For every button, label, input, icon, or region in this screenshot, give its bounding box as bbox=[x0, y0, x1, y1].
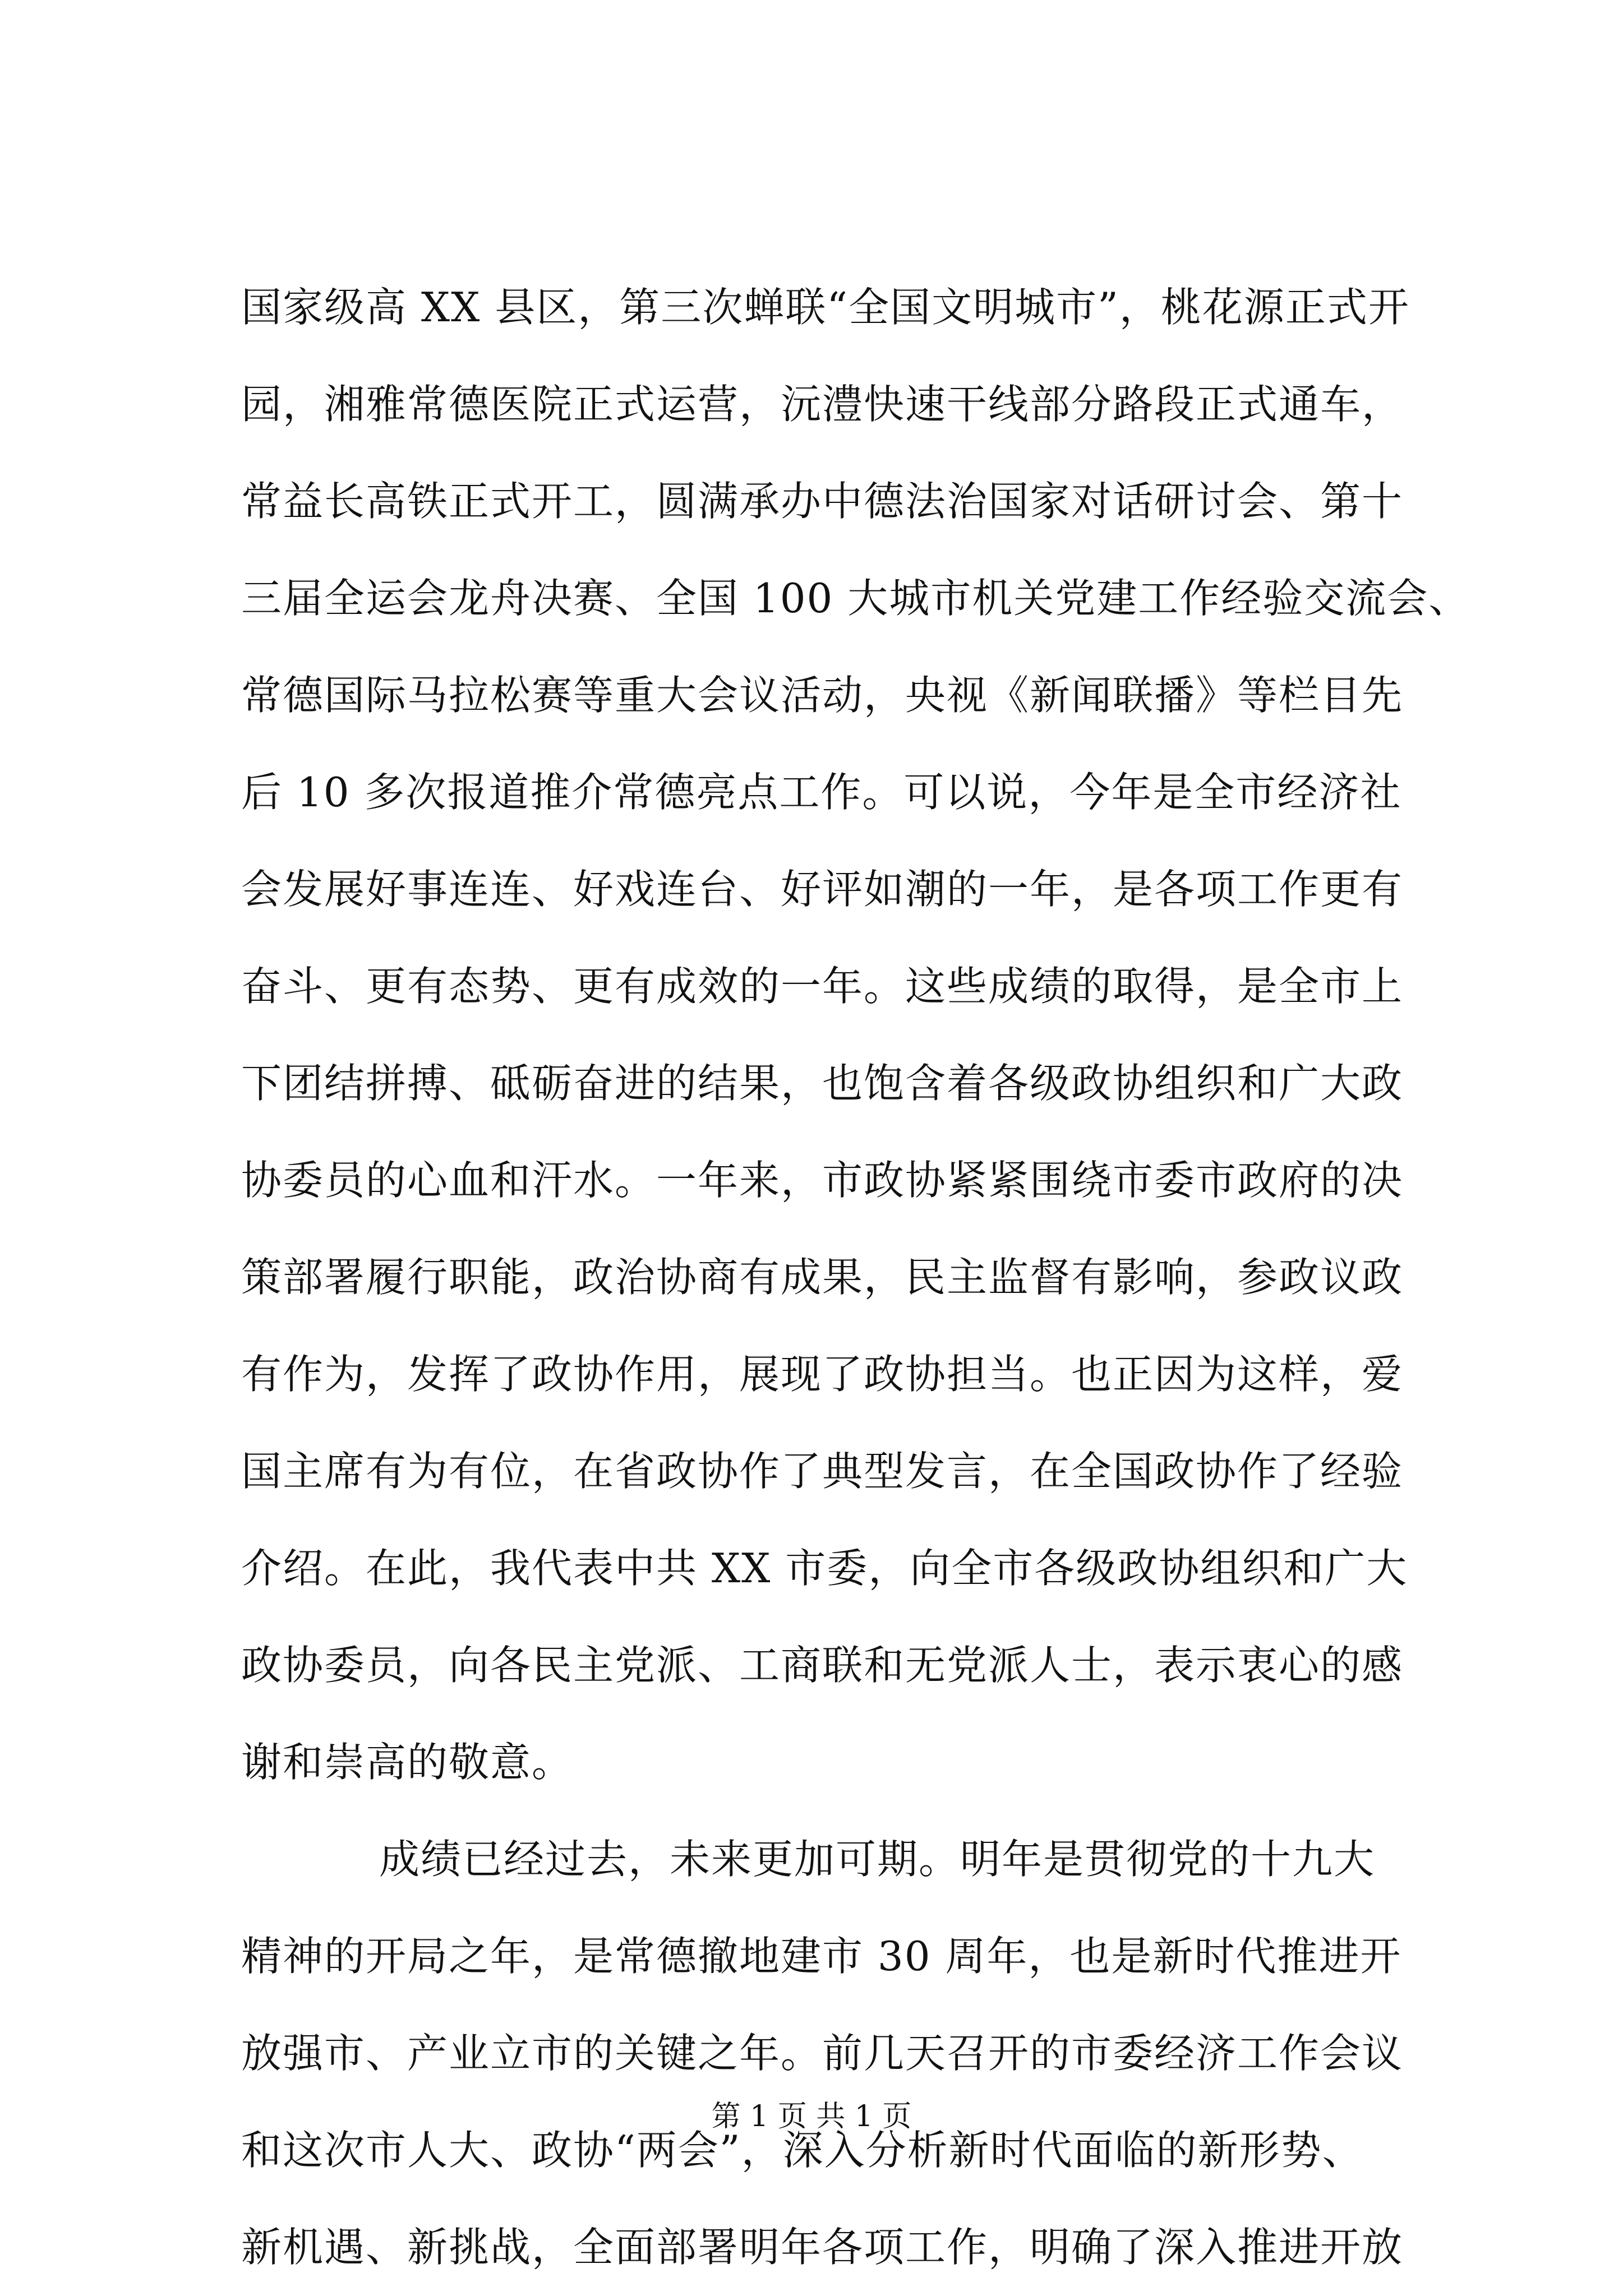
text-line: 常德国际马拉松赛等重大会议活动，央视《新闻联播》等栏目先 bbox=[241, 672, 1404, 719]
text-line: 有作为，发挥了政协作用，展现了政协担当。也正因为这样，爱 bbox=[241, 1351, 1404, 1398]
text-line: 策部署履行职能，政治协商有成果，民主监督有影响，参政议政 bbox=[241, 1254, 1404, 1301]
text-line: 介绍。在此，我代表中共 XX 市委，向全市各级政协组织和广大 bbox=[241, 1545, 1408, 1592]
page-number-footer: 第 1 页 共 1 页 bbox=[711, 2100, 912, 2133]
text-line: 后 10 多次报道推介常德亮点工作。可以说，今年是全市经济社 bbox=[241, 769, 1402, 816]
text-line: 国家级高 XX 县区，第三次蝉联“全国文明城市”，桃花源正式开 bbox=[241, 284, 1410, 331]
text-line: 会发展好事连连、好戏连台、好评如潮的一年，是各项工作更有 bbox=[241, 866, 1404, 913]
text-line: 常益长高铁正式开工，圆满承办中德法治国家对话研讨会、第十 bbox=[241, 478, 1404, 525]
paragraph-first-line: 成绩已经过去，未来更加可期。明年是贯彻党的十九大 bbox=[379, 1836, 1376, 1883]
text-line: 国主席有为有位，在省政协作了典型发言，在全国政协作了经验 bbox=[241, 1448, 1404, 1495]
text-line: 精神的开局之年，是常德撤地建市 30 周年，也是新时代推进开 bbox=[241, 1933, 1402, 1980]
text-line: 和这次市人大、政协“两会”，深入分析新时代面临的新形势、 bbox=[241, 2127, 1364, 2174]
text-line: 下团结拼搏、砥砺奋进的结果，也饱含着各级政协组织和广大政 bbox=[241, 1060, 1404, 1107]
text-line: 放强市、产业立市的关键之年。前几天召开的市委经济工作会议 bbox=[241, 2030, 1404, 2077]
text-line: 奋斗、更有态势、更有成效的一年。这些成绩的取得，是全市上 bbox=[241, 963, 1404, 1010]
text-line: 政协委员，向各民主党派、工商联和无党派人士，表示衷心的感 bbox=[241, 1642, 1404, 1689]
text-line: 谢和崇高的敬意。 bbox=[241, 1739, 574, 1786]
body-text bbox=[241, 259, 1470, 2296]
text-line: 三届全运会龙舟决赛、全国 100 大城市机关党建工作经验交流会、 bbox=[241, 575, 1470, 622]
text-line: 园，湘雅常德医院正式运营，沅澧快速干线部分路段正式通车， bbox=[241, 381, 1404, 428]
text-line: 协委员的心血和汗水。一年来，市政协紧紧围绕市委市政府的决 bbox=[241, 1157, 1404, 1204]
text-line: 新机遇、新挑战，全面部署明年各项工作，明确了深入推进开放 bbox=[241, 2224, 1404, 2271]
